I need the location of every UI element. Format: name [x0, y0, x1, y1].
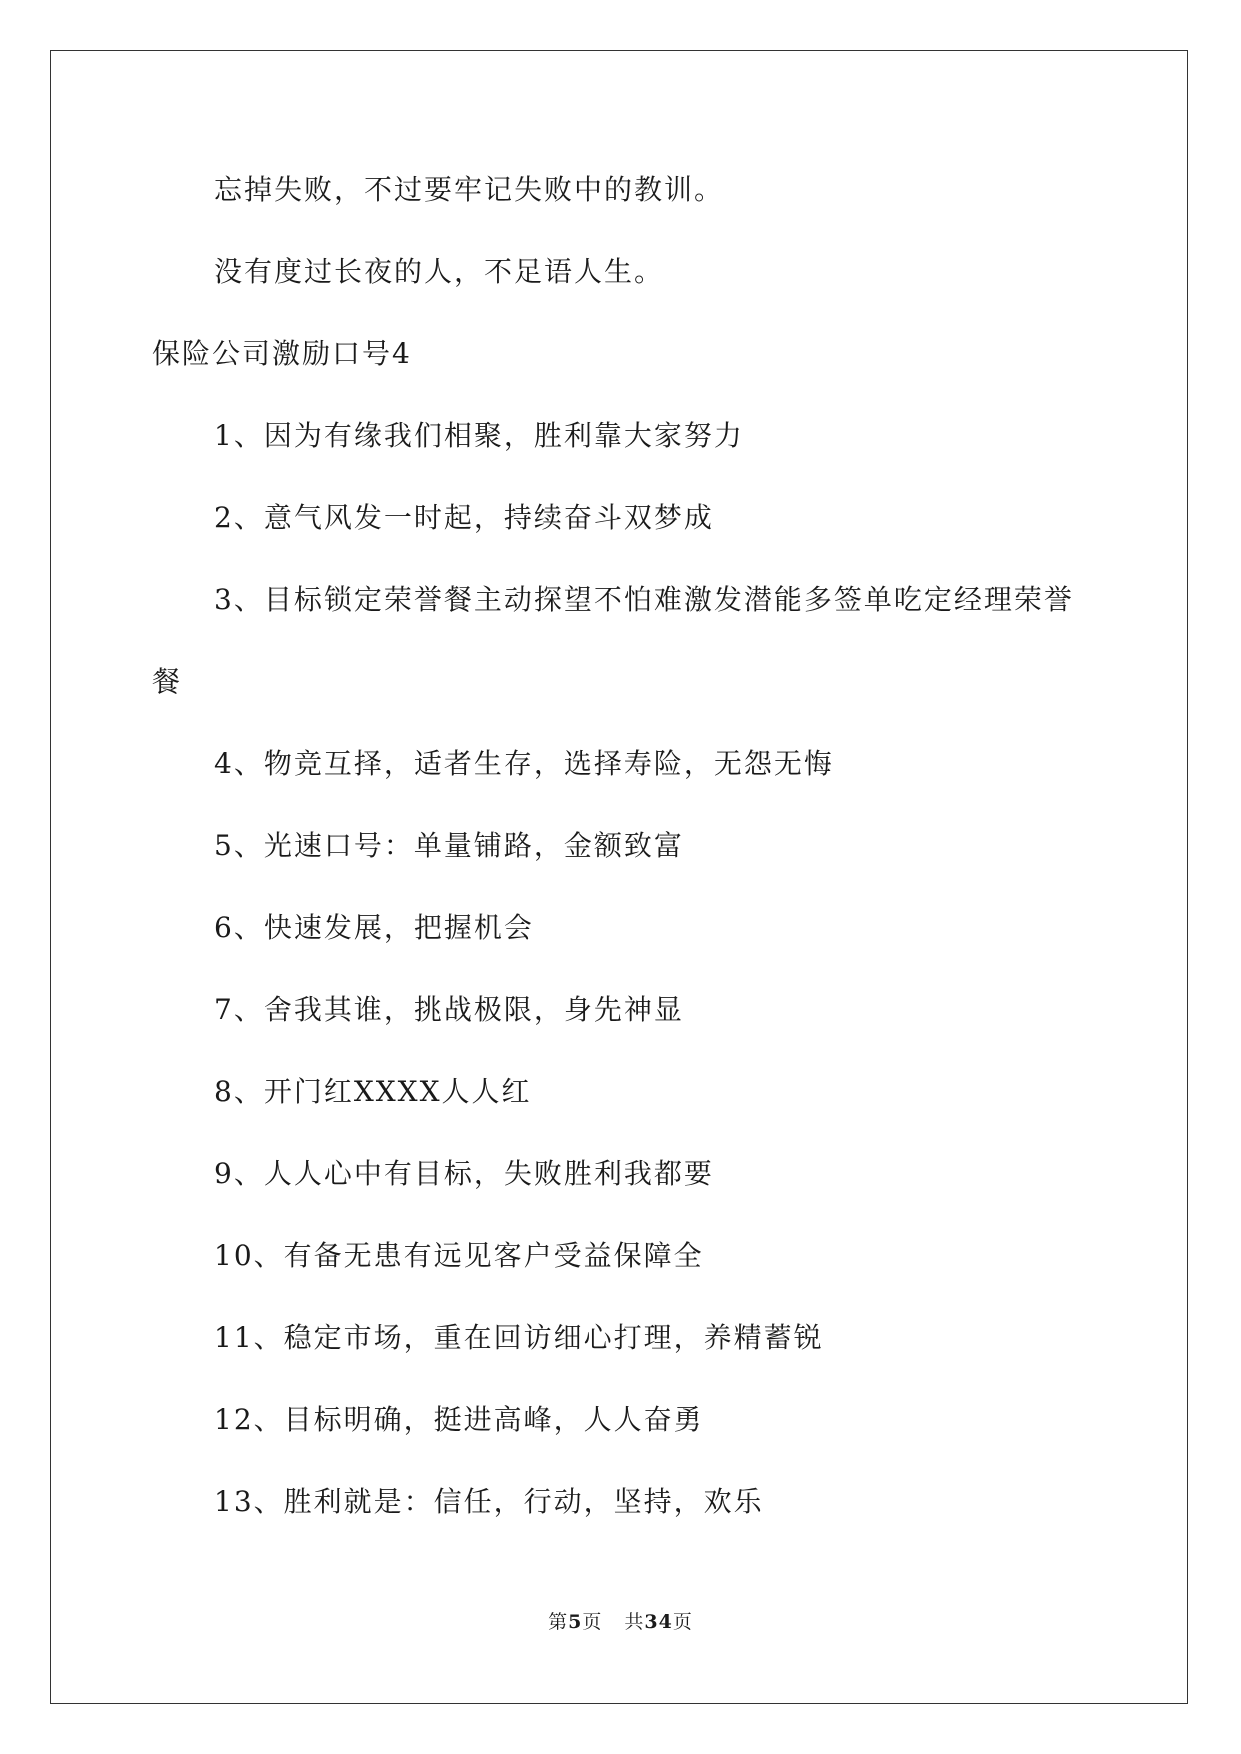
list-item: 13、胜利就是：信任，行动，坚持，欢乐 [214, 1485, 764, 1518]
list-item: 2、意气风发一时起，持续奋斗双梦成 [214, 501, 714, 534]
list-item: 9、人人心中有目标，失败胜利我都要 [214, 1157, 714, 1190]
total-suffix: 页 [672, 1611, 693, 1633]
total-pages: 34 [644, 1611, 673, 1633]
page-suffix: 页 [582, 1611, 603, 1633]
list-item: 11、稳定市场，重在回访细心打理，养精蓄锐 [214, 1321, 824, 1354]
page-footer [0, 1610, 1241, 1634]
list-item: 3、目标锁定荣誉餐主动探望不怕难激发潜能多签单吃定经理荣誉 [214, 583, 1074, 616]
page-prefix: 第 [548, 1611, 569, 1633]
list-item: 1、因为有缘我们相聚，胜利靠大家努力 [214, 419, 744, 452]
paragraph-2: 没有度过长夜的人，不足语人生。 [214, 255, 665, 288]
page-number: 5 [568, 1611, 583, 1633]
section-heading: 保险公司激励口号4 [152, 337, 412, 370]
total-prefix: 共 [624, 1611, 645, 1633]
list-item: 6、快速发展，把握机会 [214, 911, 534, 944]
list-item: 4、物竞互择，适者生存，选择寿险，无怨无悔 [214, 747, 834, 780]
list-item: 7、舍我其谁，挑战极限，身先神显 [214, 993, 684, 1026]
list-item: 10、有备无患有远见客户受益保障全 [214, 1239, 704, 1272]
list-item: 8、开门红XXXX人人红 [214, 1075, 532, 1108]
paragraph-1: 忘掉失败，不过要牢记失败中的教训。 [214, 173, 725, 206]
list-item: 12、目标明确，挺进高峰，人人奋勇 [214, 1403, 704, 1436]
list-item: 5、光速口号：单量铺路，金额致富 [214, 829, 684, 862]
page-border [50, 50, 1188, 1704]
list-item-continuation: 餐 [152, 665, 183, 698]
